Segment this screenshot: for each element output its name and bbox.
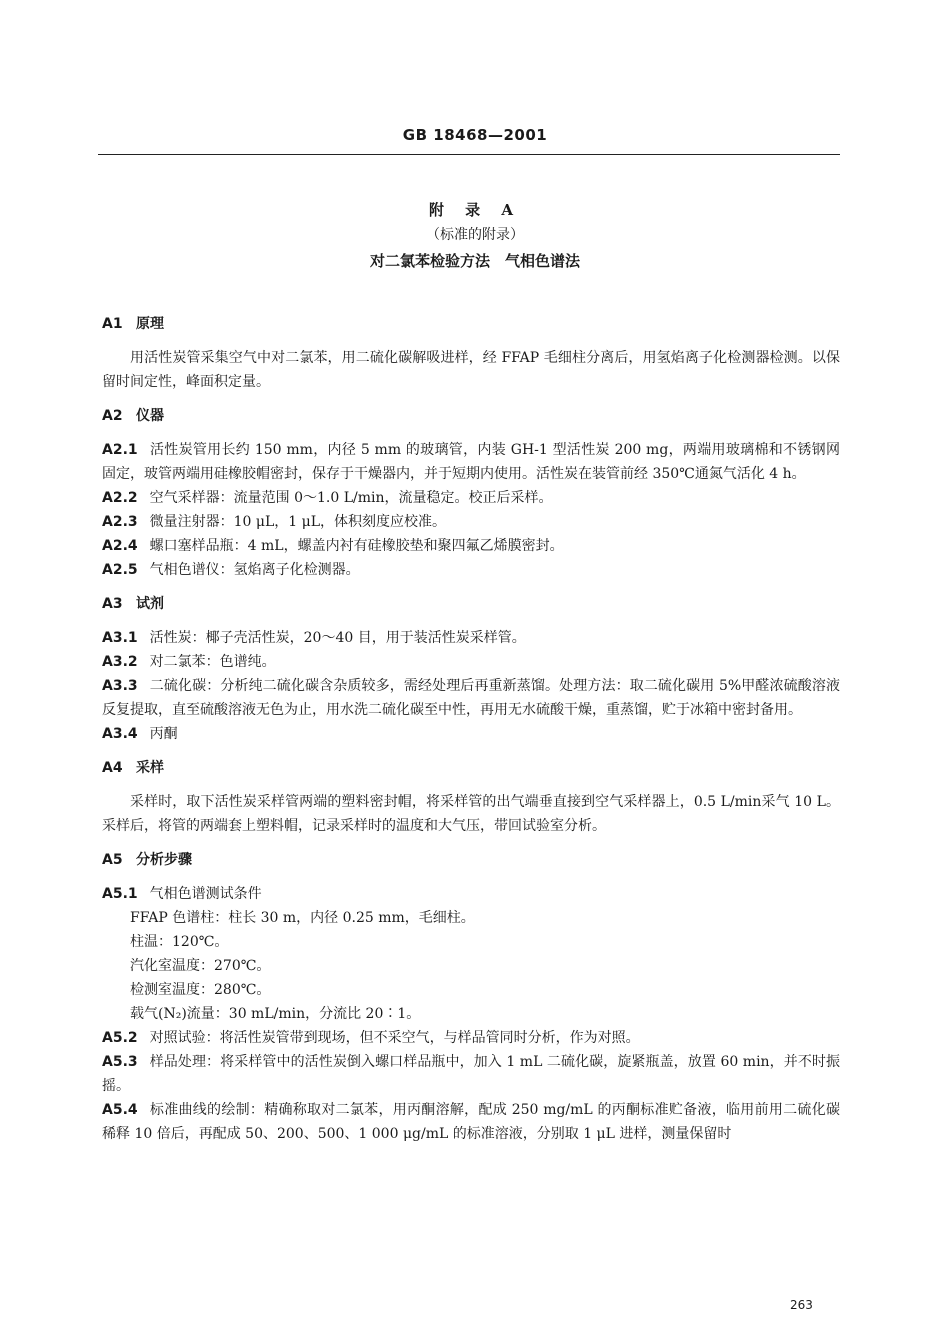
gc-condition: FFAP 色谱柱：柱长 30 m，内径 0.25 mm，毛细柱。	[130, 910, 475, 926]
section-number: A3	[102, 596, 123, 612]
clause-item	[102, 558, 840, 582]
clause-item	[102, 650, 840, 674]
section-heading-a4	[102, 756, 840, 780]
clause-item	[102, 882, 840, 906]
clause-number: A2.1	[102, 442, 138, 458]
section-heading-a5	[102, 848, 840, 872]
document-title: 对二氯苯检验方法 气相色谱法	[369, 252, 580, 270]
clause-number: A2.5	[102, 562, 138, 578]
clause-number: A3.4	[102, 726, 138, 742]
document-body	[102, 312, 840, 1146]
clause-text: 气相色谱仪：氢焰离子化检测器。	[149, 562, 360, 578]
section-paragraph: 采样时，取下活性炭采样管两端的塑料密封帽，将采样管的出气端垂直接到空气采样器上，0.5 L/min采气 10 L。采样后，将管的两端套上塑料帽，记录采样时的温度和大气压，带回试验室分析。	[102, 794, 840, 834]
section-number: A2	[102, 408, 123, 424]
clause-item	[102, 1026, 840, 1050]
clause-text: 二硫化碳：分析纯二硫化碳含杂质较多，需经处理后再重新蒸馏。处理方法：取二硫化碳用 5%甲醛浓硫酸溶液反复提取，直至硫酸溶液无色为止，用水洗二硫化碳至中性，再用无水硫酸干燥，重蒸馏，贮于冰箱中密封备用。	[102, 678, 840, 718]
section-title: 试剂	[136, 596, 164, 612]
page-number: 263	[790, 1298, 813, 1312]
clause-number: A3.3	[102, 678, 138, 694]
clause-item	[102, 438, 840, 486]
clause-text: 活性炭：椰子壳活性炭，20～40 目，用于装活性炭采样管。	[149, 630, 526, 646]
clause-number: A2.3	[102, 514, 138, 530]
clause-number: A2.2	[102, 490, 138, 506]
clause-item	[102, 486, 840, 510]
clause-number: A2.4	[102, 538, 138, 554]
clause-number: A3.2	[102, 654, 138, 670]
section-heading-a3	[102, 592, 840, 616]
clause-item	[102, 1098, 840, 1146]
section-title: 采样	[136, 760, 164, 776]
clause-text: 活性炭管用长约 150 mm，内径 5 mm 的玻璃管，内装 GH-1 型活性炭 200 mg，两端用玻璃棉和不锈钢网固定，玻管两端用硅橡胶帽密封，保存于干燥器内，并于短期内使用。活性炭在装管前经 350℃通氮气活化 4 h。	[102, 442, 840, 482]
section-title: 仪器	[136, 408, 164, 424]
clause-item	[102, 722, 840, 746]
clause-text: 对二氯苯：色谱纯。	[149, 654, 276, 670]
clause-number: A5.3	[102, 1054, 138, 1070]
clause-item	[102, 510, 840, 534]
gc-condition: 载气(N₂)流量：30 mL/min，分流比 20∶1。	[130, 1006, 421, 1022]
clause-text: 气相色谱测试条件	[149, 886, 262, 902]
header-rule	[98, 154, 840, 155]
clause-item	[102, 1050, 840, 1098]
clause-text: 空气采样器：流量范围 0～1.0 L/min，流量稳定。校正后采样。	[149, 490, 553, 506]
annex-subtitle: （标准的附录）	[426, 227, 524, 243]
section-paragraph: 用活性炭管采集空气中对二氯苯，用二硫化碳解吸进样，经 FFAP 毛细柱分离后，用氢焰离子化检测器检测。以保留时间定性，峰面积定量。	[102, 350, 840, 390]
clause-text: 丙酮	[149, 726, 178, 742]
section-number: A4	[102, 760, 123, 776]
clause-item	[102, 626, 840, 650]
section-heading-a2	[102, 404, 840, 428]
clause-number: A5.2	[102, 1030, 138, 1046]
section-title: 分析步骤	[136, 852, 192, 868]
clause-number: A5.4	[102, 1102, 138, 1118]
section-title: 原理	[136, 316, 164, 332]
gc-condition: 汽化室温度：270℃。	[130, 958, 271, 974]
section-heading-a1	[102, 312, 840, 336]
clause-item	[102, 674, 840, 722]
clause-text: 微量注射器：10 μL，1 μL，体积刻度应校准。	[149, 514, 447, 530]
standard-code-header: GB 18468—2001	[402, 126, 548, 144]
clause-text: 标准曲线的绘制：精确称取对二氯苯，用丙酮溶解，配成 250 mg/mL 的丙酮标准贮备液，临用前用二硫化碳稀释 10 倍后，再配成 50、200、500、1 000 μg/mL 的标准溶液，分别取 1 μL 进样，测量保留时	[102, 1102, 840, 1142]
clause-text: 螺口塞样品瓶：4 mL，螺盖内衬有硅橡胶垫和聚四氟乙烯膜密封。	[149, 538, 564, 554]
section-number: A1	[102, 316, 123, 332]
gc-condition: 检测室温度：280℃。	[130, 982, 271, 998]
gc-condition: 柱温：120℃。	[130, 934, 229, 950]
clause-number: A3.1	[102, 630, 138, 646]
clause-item	[102, 534, 840, 558]
clause-number: A5.1	[102, 886, 138, 902]
clause-text: 对照试验：将活性炭管带到现场，但不采空气，与样品管同时分析，作为对照。	[149, 1030, 640, 1046]
annex-label: 附 录 A	[428, 201, 522, 219]
section-number: A5	[102, 852, 123, 868]
clause-text: 样品处理：将采样管中的活性炭倒入螺口样品瓶中，加入 1 mL 二硫化碳，旋紧瓶盖，放置 60 min，并不时振摇。	[102, 1054, 840, 1094]
